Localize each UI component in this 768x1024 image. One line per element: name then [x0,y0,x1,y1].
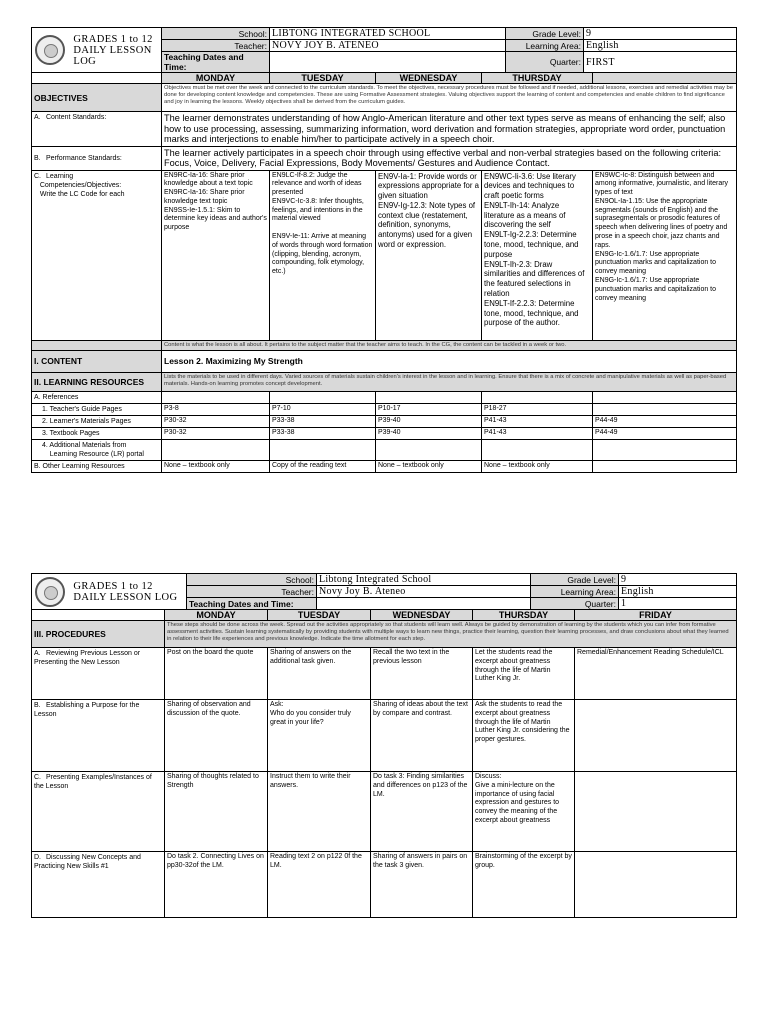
proc-a-monday: Post on the board the quote [165,648,268,700]
procedures-note: These steps should be done across the week. Spread out the activities appropriately so that students will learn well. Always be guided by demonstration of learning by the students which you can infer from formative assessment activities. Sustain learning systematically by providing students with multiple ways to learn new things, practice their learning, question their learning processes, and draw conclusions about what they learned in relation to their life experiences and previous knowledge. Indicate the time allotment for each step. [165,621,737,648]
proc-d-wednesday: Sharing of answers in pairs on the task 3 given. [371,852,473,918]
proc-a-wednesday: Recall the two text in the previous lesson [371,648,473,700]
proc-b-thursday: Ask the students to read the excerpt about greatness through the life of Martin Luther King Jr. considering the proper gestures. [473,700,575,772]
school-value: LIBTONG INTEGRATED SCHOOL [270,28,506,40]
teacher-label-2: Teacher: [187,586,317,598]
proc-a-tuesday: Sharing of answers on the additional task given. [268,648,371,700]
proc-b-wednesday: Sharing of ideas about the text by compare and contrast. [371,700,473,772]
other-friday [593,460,737,472]
tb-monday: P30-32 [162,427,270,439]
content-standards-text: The learner demonstrates understanding of how Anglo-American literature and other text types serve as means of enhancing the self; also how to use processing, assessing, summarizing information, word derivation and formation strategies, appropriate word order, punctuation marks and interjections to enable him/her to participate actively in a speech choir. [162,112,737,147]
day-header-monday: MONDAY [162,73,270,84]
dll-title-2: GRADES 1 to 12 DAILY LESSON LOG [73,580,178,603]
tg-friday [593,403,737,415]
day-header-tuesday: TUESDAY [270,73,376,84]
grade-value: 9 [584,28,737,40]
dates-label: Teaching Dates and Time: [162,52,270,73]
day-header-thursday-2: THURSDAY [473,610,575,621]
proc-a-thursday: Let the students read the excerpt about greatness through the life of Martin Luther King Jr. [473,648,575,700]
dates-value [270,52,506,73]
teacher-value: NOVY JOY B. ATENEO [270,40,506,52]
procedure-row-label-b: B. Establishing a Purpose for the Lesson [32,700,165,772]
teachers-guide-label: 1. Teacher's Guide Pages [32,403,162,415]
additional-materials-label: 4. Additional Materials from Learning Resource (LR) portal [32,439,162,460]
dll-sheet-2 [31,573,736,918]
content-standards-label: A. Content Standards: [32,112,162,147]
proc-b-friday [575,700,737,772]
lm-thursday: P41-43 [482,415,593,427]
header-table-2 [31,573,737,610]
procedures-table [31,609,737,918]
grade-label-2: Grade Level: [531,574,619,586]
learners-materials-label: 2. Learner's Materials Pages [32,415,162,427]
proc-b-tuesday: Ask: Who do you consider truly great in your life? [268,700,371,772]
dll-sheet-1 [31,27,736,473]
tb-wednesday: P39-40 [376,427,482,439]
area-value: English [584,40,737,52]
other-monday: None – textbook only [162,460,270,472]
procedure-row-label-d: D. Discussing New Concepts and Practicing New Skills #1 [32,852,165,918]
school-label: School: [162,28,270,40]
procedures-label: III. PROCEDURES [32,621,165,648]
day-header-wednesday-2: WEDNESDAY [371,610,473,621]
area-value-2: English [619,586,737,598]
school-value-2: Libtong Integrated School [317,574,531,586]
lm-monday: P30-32 [162,415,270,427]
tb-friday: P44-49 [593,427,737,439]
deped-seal-icon [35,35,65,65]
day-header-friday-2: FRIDAY [575,610,737,621]
competency-tuesday: EN9LC-If-8.2: Judge the relevance and worth of ideas presented EN9VC-Ic-3.8: Infer thoughts, feelings, and intentions in the material viewed EN9V-Ie-11: Arrive at meaning of words through word formation (clipping, blending, acronym, compounding, folk etymology, etc.) [270,170,376,340]
proc-c-friday [575,772,737,852]
tb-thursday: P41-43 [482,427,593,439]
proc-c-thursday: Discuss: Give a mini-lecture on the importance of using facial expression and gestures to convey the meaning of the excerpt about greatness [473,772,575,852]
dll-title: GRADES 1 to 12 DAILY LESSON LOG [73,33,153,67]
quarter-label: Quarter: [506,52,584,73]
day-header-monday-2: MONDAY [165,610,268,621]
proc-d-thursday: Brainstorming of the excerpt by group. [473,852,575,918]
textbook-pages-label: 3. Textbook Pages [32,427,162,439]
lm-friday: P44-49 [593,415,737,427]
header-table [31,27,737,73]
other-thursday: None – textbook only [482,460,593,472]
proc-a-friday: Remedial/Enhancement Reading Schedule/ICL [575,648,737,700]
school-label-2: School: [187,574,317,586]
competency-monday: EN9RC-Ia-16: Share prior knowledge about a text topic EN9RC-Ia-16: Share prior knowledge text topic EN9SS-Ie-1.5.1: Skim to determine key ideas and author's purpose [162,170,270,340]
competency-wednesday: EN9V-Ia-1: Provide words or expressions appropriate for a given situation EN9V-Ig-12.3: Note types of context clue (restatement, definition, synonyms, antonyms) used for a given word or expression. [376,170,482,340]
logo-title-cell [32,28,162,73]
quarter-value-2: 1 [619,598,737,610]
tb-tuesday: P33-38 [270,427,376,439]
tg-wednesday: P10-17 [376,403,482,415]
other-tuesday: Copy of the reading text [270,460,376,472]
competency-thursday: EN9WC-Ii-3.6: Use literary devices and techniques to craft poetic forms EN9LT-Ih-14: Analyze literature as a means of discovering the self EN9LT-Ig-2.2.3: Determine tone, mood, technique, and purpose EN9LT-Ih-2.3: Draw similarities and differences of the featured selections in relation EN9LT-If-2.2.3: Determine tone, mood, technique, and purpose of the author. [482,170,593,340]
tg-thursday: P18-27 [482,403,593,415]
teacher-value-2: Novy Joy B. Ateneo [317,586,531,598]
other-resources-label: B. Other Learning Resources [32,460,162,472]
other-wednesday: None – textbook only [376,460,482,472]
day-header-thursday: THURSDAY [482,73,593,84]
competency-friday: EN9WC-Ic-8: Distinguish between and among informative, journalistic, and literary types of text EN9OL-Ia-1.15: Use the appropriate segmentals (sounds of English) and the suprasegmentals or prosodic features of speech when delivering lines of poetry and prose in a speech choir, jazz chants and raps. EN9G-Ic-1.6/1.7: Use appropriate punctuation marks and capitalization to convey meaning EN9G-Ic-1.6/1.7: Use appropriate punctuation marks and capitalization to convey meaning [593,170,737,340]
area-label-2: Learning Area: [531,586,619,598]
grade-value-2: 9 [619,574,737,586]
references-label: A. References [32,391,162,403]
competencies-label: C. Learning Competencies/Objectives: Write the LC Code for each [32,170,162,340]
quarter-label-2: Quarter: [531,598,619,610]
procedure-row-label-c: C. Presenting Examples/Instances of the Lesson [32,772,165,852]
lm-tuesday: P33-38 [270,415,376,427]
proc-d-monday: Do task 2. Connecting Lives on pp30-32of the LM. [165,852,268,918]
proc-d-friday [575,852,737,918]
logo-title-cell-2 [32,574,187,610]
content-note: Content is what the lesson is all about. It pertains to the subject matter that the teacher aims to teach. In the CG, the content can be tackled in a week or two. [162,340,737,350]
grade-label: Grade Level: [506,28,584,40]
teacher-label: Teacher: [162,40,270,52]
performance-standards-label: B. Performance Standards: [32,146,162,170]
area-label: Learning Area: [506,40,584,52]
performance-standards-text: The learner actively participates in a speech choir through using effective verbal and non-verbal strategies based on the following criteria: Focus, Voice, Delivery, Facial Expressions, Body Movements/ Gestures and Audience Contact. [162,146,737,170]
dates-label-2: Teaching Dates and Time: [187,598,317,610]
day-header-tuesday-2: TUESDAY [268,610,371,621]
procedure-row-label-a: A. Reviewing Previous Lesson or Presenting the New Lesson [32,648,165,700]
learning-resources-label: II. LEARNING RESOURCES [32,372,162,391]
content-label: I. CONTENT [32,350,162,372]
proc-c-monday: Sharing of thoughts related to Strength [165,772,268,852]
proc-b-monday: Sharing of observation and discussion of the quote. [165,700,268,772]
proc-d-tuesday: Reading text 2 on p122 0f the LM. [268,852,371,918]
day-header-wednesday: WEDNESDAY [376,73,482,84]
lesson-title: Lesson 2. Maximizing My Strength [162,350,737,372]
tg-monday: P3-8 [162,403,270,415]
deped-seal-icon [35,577,65,607]
objectives-label: OBJECTIVES [32,84,162,112]
objectives-table [31,72,737,473]
lm-wednesday: P39-40 [376,415,482,427]
quarter-value: FIRST [584,52,737,73]
objectives-note: Objectives must be met over the week and connected to the curriculum standards. To meet the objectives, necessary procedures must be followed and if needed, additional lessons, exercises and remedial activities may be done for developing content knowledge and competencies. These are using Formative Assessment strategies. Valuing objectives support the learning of content and competencies and enable children to find significance and joy in learning the lessons. Weekly objectives shall be derived from the curriculum guides. [162,84,737,112]
proc-c-wednesday: Do task 3: Finding similarities and differences on p123 of the LM. [371,772,473,852]
resources-note: Lists the materials to be used in different days. Varied sources of materials sustain children's interest in the lesson and in learning. Ensure that there is a mix of concrete and manipulative materials as well as paper-based materials. Hands-on learning promotes concept development. [162,372,737,391]
proc-c-tuesday: Instruct them to write their answers. [268,772,371,852]
dates-value-2 [317,598,531,610]
tg-tuesday: P7-10 [270,403,376,415]
